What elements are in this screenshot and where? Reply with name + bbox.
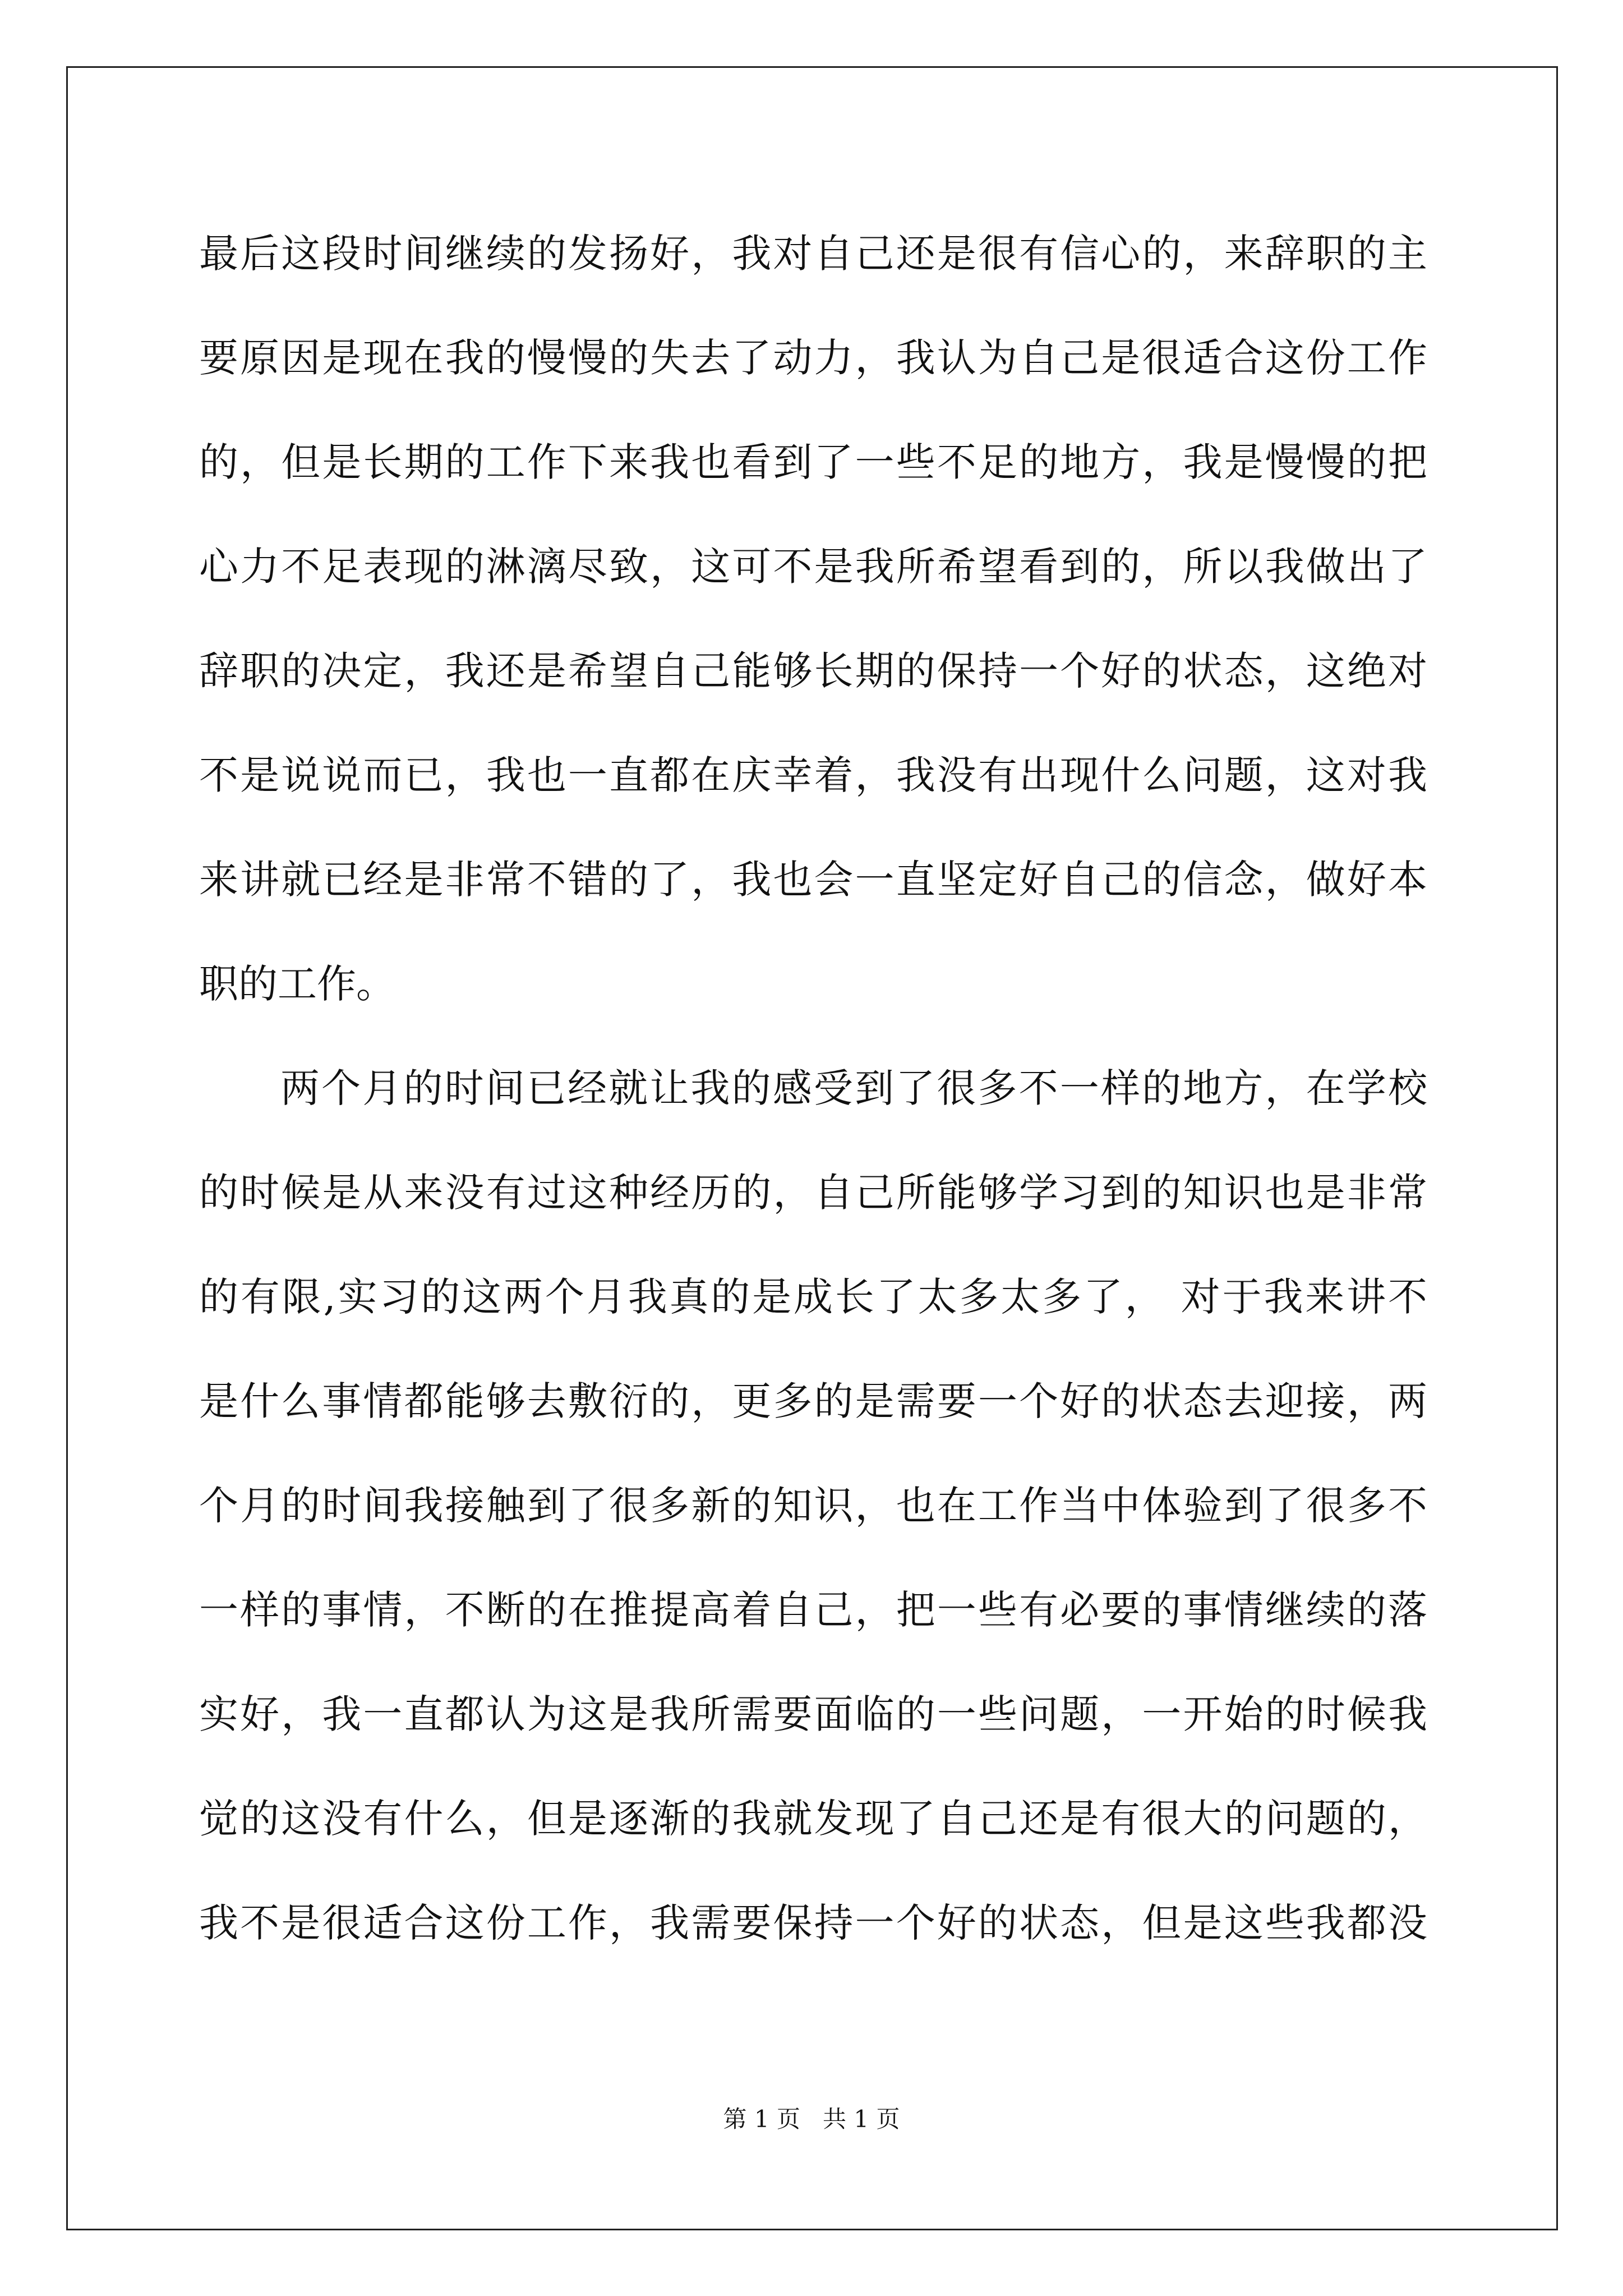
paragraph-1-line: 最后这段时间继续的发扬好，我对自己还是很有信心的，来辞职的主	[199, 231, 1427, 277]
paragraph-2-line: 两个月的时间已经就让我的感受到了很多不一样的地方，在学校	[280, 1065, 1427, 1111]
paragraph-2-line: 个月的时间我接触到了很多新的知识，也在工作当中体验到了很多不	[199, 1483, 1427, 1529]
paragraph-1-line: 的，但是长期的工作下来我也看到了一些不足的地方，我是慢慢的把	[199, 439, 1427, 485]
paragraph-1-line: 心力不足表现的淋漓尽致，这可不是我所希望看到的，所以我做出了	[199, 544, 1427, 590]
paragraph-2-line: 觉的这没有什么，但是逐渐的我就发现了自己还是有很大的问题的，	[199, 1796, 1427, 1842]
paragraph-1-line: 来讲就已经是非常不错的了，我也会一直坚定好自己的信念，做好本	[199, 857, 1427, 903]
paragraph-2-line: 的时候是从来没有过这种经历的，自己所能够学习到的知识也是非常	[199, 1170, 1427, 1216]
paragraph-2-line: 是什么事情都能够去敷衍的，更多的是需要一个好的状态去迎接，两	[199, 1378, 1427, 1424]
paragraph-1-line: 不是说说而已，我也一直都在庆幸着，我没有出现什么问题，这对我	[199, 752, 1427, 798]
paragraph-2-line: 一样的事情，不断的在推提高着自己，把一些有必要的事情继续的落	[199, 1587, 1427, 1633]
paragraph-1-line: 辞职的决定，我还是希望自己能够长期的保持一个好的状态，这绝对	[199, 648, 1427, 694]
paragraph-2-line: 实好，我一直都认为这是我所需要面临的一些问题，一开始的时候我	[199, 1691, 1427, 1737]
paragraph-2-line: 我不是很适合这份工作，我需要保持一个好的状态，但是这些我都没	[199, 1900, 1427, 1946]
paragraph-1-line: 要原因是现在我的慢慢的失去了动力，我认为自己是很适合这份工作	[199, 335, 1427, 381]
paragraph-1-line: 职的工作。	[199, 961, 395, 1007]
paragraph-2-line: 的有限,实习的这两个月我真的是成长了太多太多了， 对于我来讲不	[199, 1274, 1428, 1320]
page-number-footer: 第 1 页 共 1 页	[723, 2105, 900, 2133]
